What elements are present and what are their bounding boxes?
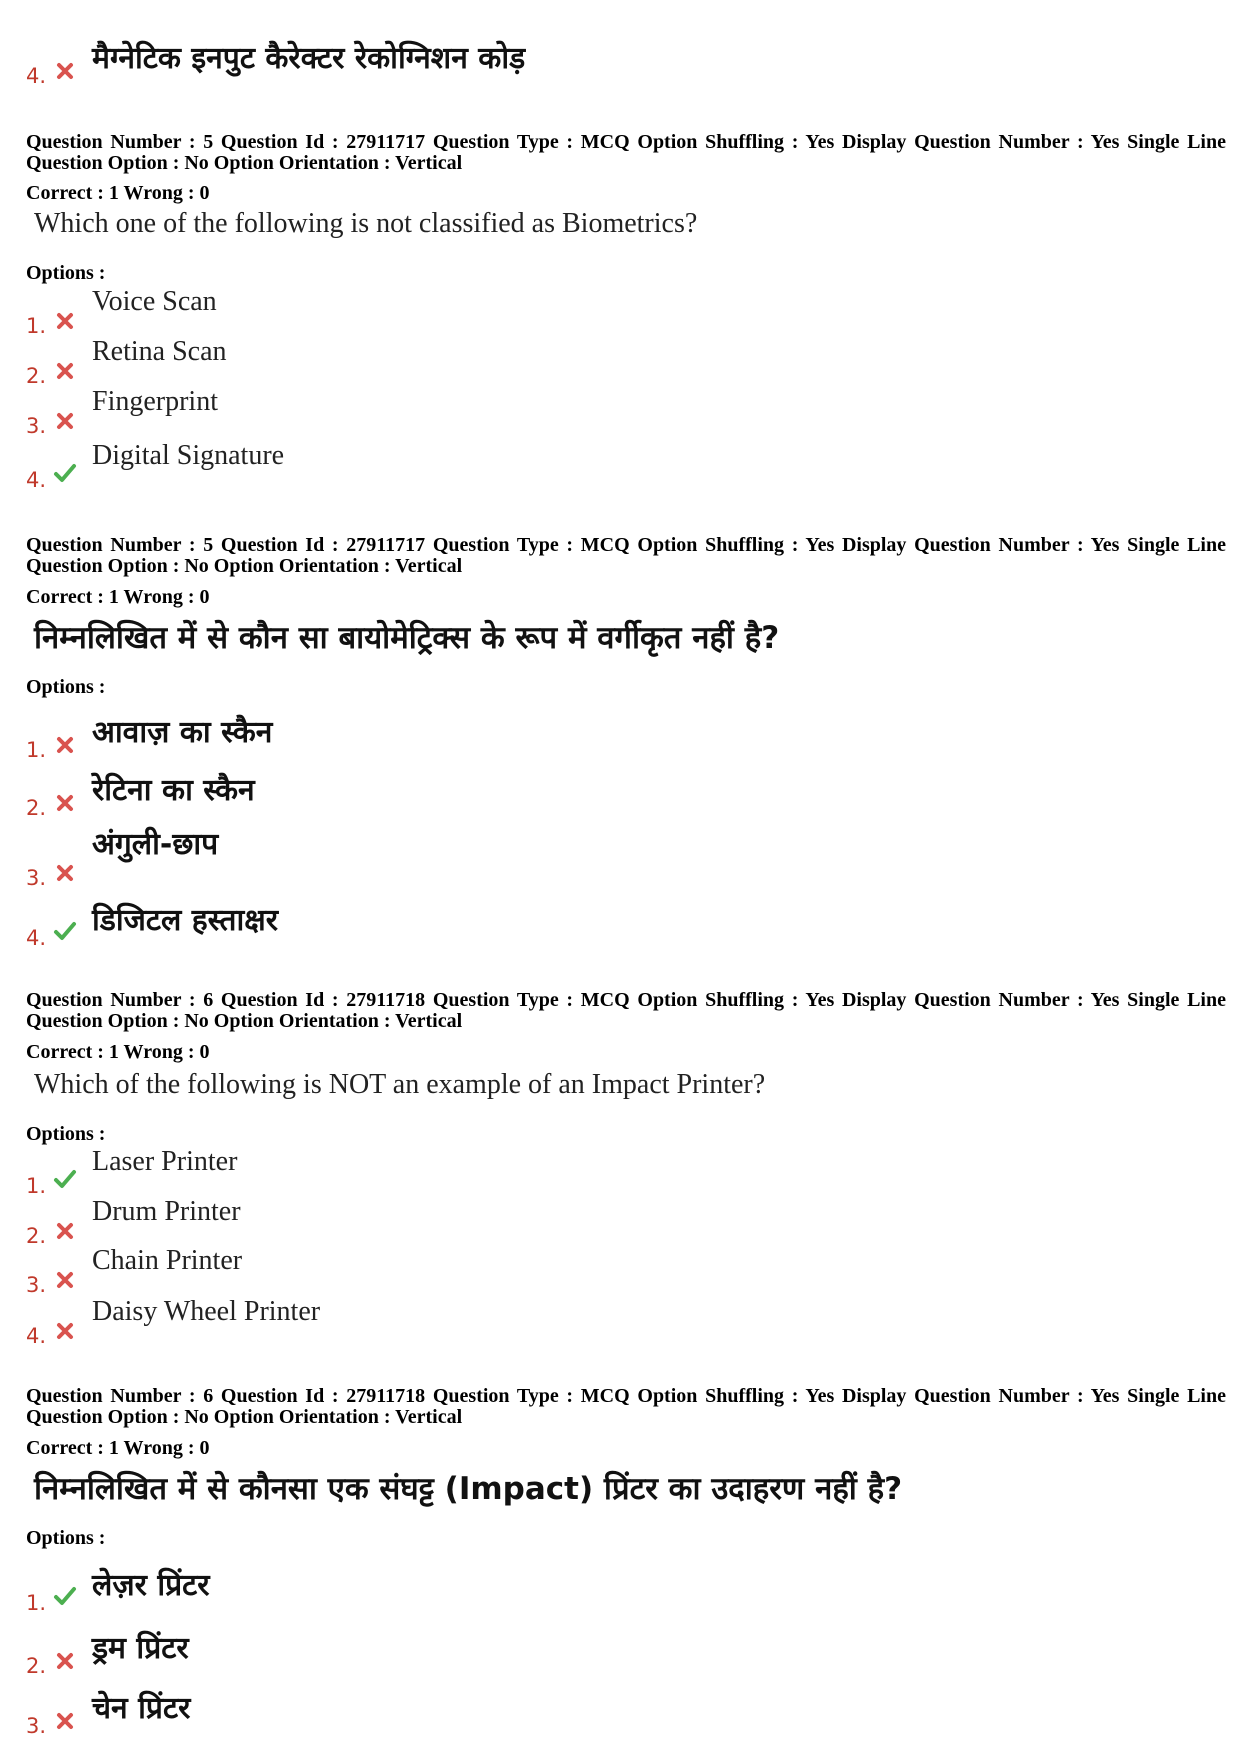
question-text: Which of the following is NOT an example of an Impact Printer?	[34, 1069, 766, 1100]
option-text: Chain Printer	[92, 1245, 243, 1276]
options-label: Options :	[26, 262, 106, 284]
option-number: 2.	[26, 1224, 47, 1248]
option-number: 4.	[26, 64, 47, 88]
option-text: Daisy Wheel Printer	[92, 1296, 321, 1327]
question-text: निम्नलिखित में से कौनसा एक संघट्ट (Impact) प्रिंटर का उदाहरण नहीं है?	[34, 1471, 903, 1507]
option-text: Fingerprint	[92, 386, 218, 417]
option-text: Voice Scan	[92, 286, 217, 317]
option-text: लेज़र प्रिंटर	[92, 1568, 210, 1603]
options-label: Options :	[26, 1527, 106, 1549]
option-number: 1.	[26, 1174, 47, 1198]
check-icon	[52, 1166, 78, 1192]
option-text: अंगुली-छाप	[92, 827, 219, 862]
option-number: 3.	[26, 1273, 47, 1297]
option-item	[0, 903, 1240, 956]
option-number: 2.	[26, 1654, 47, 1678]
option-number: 3.	[26, 866, 47, 890]
wrong-icon	[52, 358, 78, 384]
wrong-icon	[52, 1648, 78, 1674]
wrong-icon	[52, 308, 78, 334]
option-item	[0, 1568, 1240, 1621]
check-icon	[52, 460, 78, 486]
question-meta: Question Number : 6 Question Id : 27911718 Question Type : MCQ Option Shuffling : Yes Display Question Number : Yes Single Line Question Option : No Option Orientation : Vertical	[26, 989, 1226, 1032]
option-number: 3.	[26, 1714, 47, 1738]
wrong-icon	[52, 1318, 78, 1344]
option-number: 4.	[26, 926, 47, 950]
wrong-icon	[52, 790, 78, 816]
check-icon	[52, 1583, 78, 1609]
option-number: 4.	[26, 468, 47, 492]
option-text: Retina Scan	[92, 336, 227, 367]
option-number: 4.	[26, 1324, 47, 1348]
option-item	[0, 1691, 1240, 1744]
option-item	[0, 440, 1240, 498]
option-text: रेटिना का स्कैन	[92, 773, 255, 808]
question-meta: Question Number : 5 Question Id : 27911717 Question Type : MCQ Option Shuffling : Yes Display Question Number : Yes Single Line Question Option : No Option Orientation : Vertical	[26, 534, 1226, 577]
wrong-icon	[52, 732, 78, 758]
option-text: Laser Printer	[92, 1146, 238, 1177]
option-number: 1.	[26, 314, 47, 338]
option-number: 2.	[26, 796, 47, 820]
option-item	[0, 1631, 1240, 1684]
option-text: मैग्नेटिक इनपुट कैरेक्टर रेकोग्निशन कोड़	[92, 41, 526, 76]
check-icon	[52, 918, 78, 944]
question-meta: Question Number : 5 Question Id : 27911717 Question Type : MCQ Option Shuffling : Yes Display Question Number : Yes Single Line Question Option : No Option Orientation : Vertical	[26, 131, 1226, 174]
option-item	[0, 773, 1240, 826]
wrong-icon	[52, 860, 78, 886]
question-meta: Question Number : 6 Question Id : 27911718 Question Type : MCQ Option Shuffling : Yes Display Question Number : Yes Single Line Question Option : No Option Orientation : Vertical	[26, 1385, 1226, 1428]
correct-wrong-info: Correct : 1 Wrong : 0	[26, 1437, 210, 1459]
option-number: 3.	[26, 414, 47, 438]
option-number: 2.	[26, 364, 47, 388]
wrong-icon	[52, 1267, 78, 1293]
option-text: आवाज़ का स्कैन	[92, 715, 273, 750]
wrong-icon	[52, 408, 78, 434]
option-text: चेन प्रिंटर	[92, 1691, 191, 1726]
options-label: Options :	[26, 676, 106, 698]
option-text: ड्रम प्रिंटर	[92, 1631, 189, 1666]
correct-wrong-info: Correct : 1 Wrong : 0	[26, 182, 210, 204]
correct-wrong-info: Correct : 1 Wrong : 0	[26, 586, 210, 608]
question-text: निम्नलिखित में से कौन सा बायोमेट्रिक्स के रूप में वर्गीकृत नहीं है?	[34, 620, 780, 656]
option-number: 1.	[26, 1591, 47, 1615]
wrong-icon	[52, 1218, 78, 1244]
option-text: Digital Signature	[92, 440, 285, 471]
option-item	[0, 715, 1240, 768]
option-text: Drum Printer	[92, 1196, 241, 1227]
option-item	[0, 386, 1240, 444]
option-item	[0, 827, 1240, 896]
wrong-icon	[52, 58, 78, 84]
question-text: Which one of the following is not classified as Biometrics?	[34, 208, 698, 239]
option-item	[0, 1296, 1240, 1354]
options-label: Options :	[26, 1123, 106, 1145]
option-text: डिजिटल हस्ताक्षर	[92, 903, 279, 938]
correct-wrong-info: Correct : 1 Wrong : 0	[26, 1041, 210, 1063]
option-item	[0, 41, 1240, 94]
wrong-icon	[52, 1708, 78, 1734]
option-number: 1.	[26, 738, 47, 762]
